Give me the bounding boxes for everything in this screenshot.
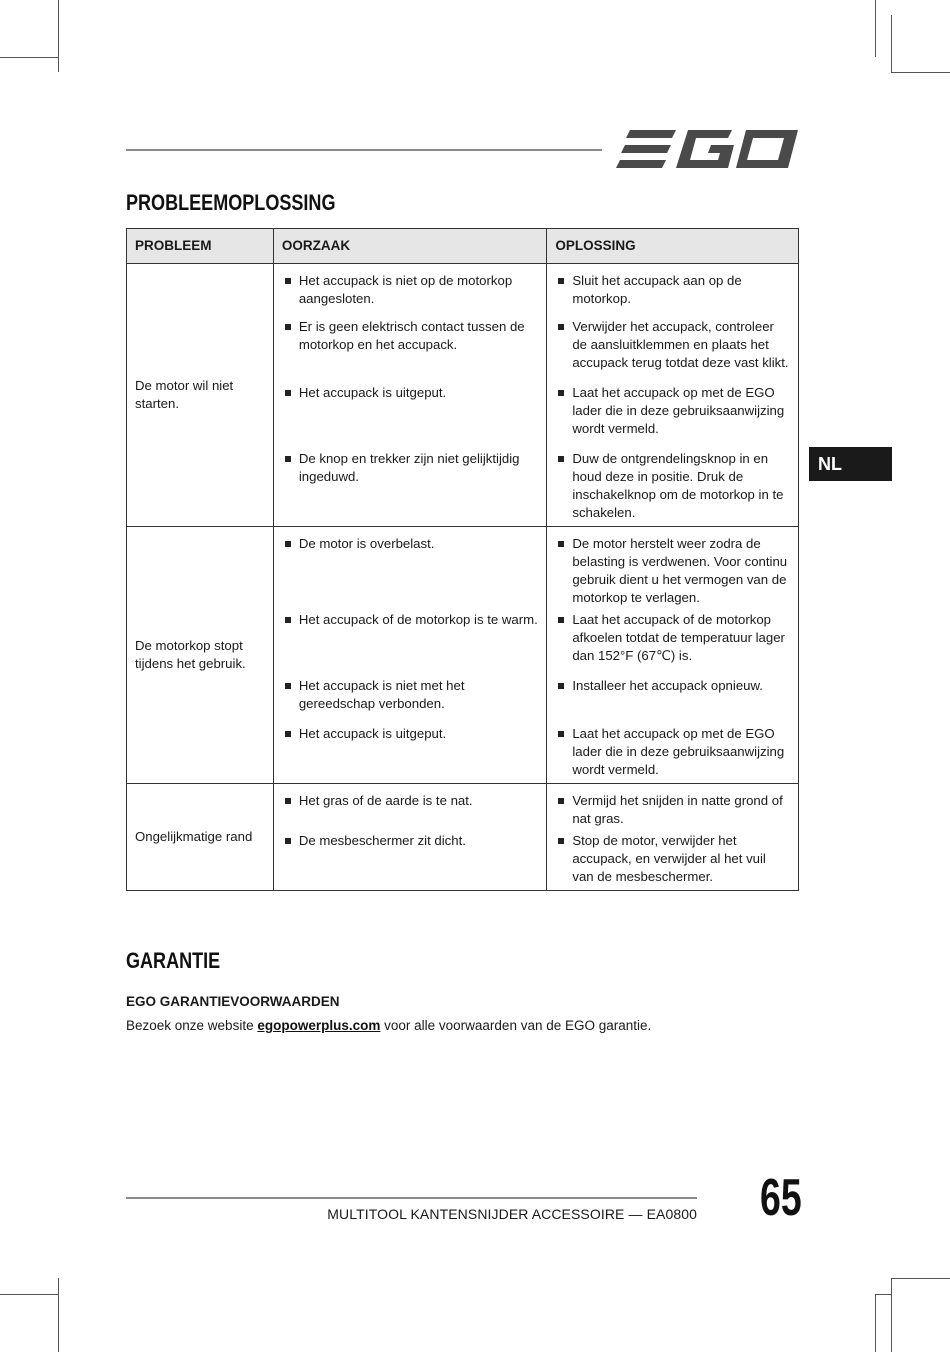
crop-mark xyxy=(0,57,58,58)
section-title-troubleshooting: PROBLEEMOPLOSSING xyxy=(126,190,336,215)
crop-mark xyxy=(58,1278,59,1352)
solution-text: Vermijd het snijden in natte grond of nat gras. xyxy=(555,792,790,828)
solution-text: Installeer het accupack opnieuw. xyxy=(555,677,790,695)
table-row xyxy=(127,264,799,319)
warranty-text-after: voor alle voorwaarden van de EGO garantie. xyxy=(380,1018,652,1033)
crop-mark xyxy=(875,1294,876,1352)
problem-cell: Ongelijkmatige rand xyxy=(127,784,274,891)
crop-mark xyxy=(891,72,950,73)
warranty-link[interactable]: egopowerplus.com xyxy=(257,1018,381,1033)
cause-text: Het accupack is niet op de motorkop aangesloten. xyxy=(282,272,539,308)
footer-rule xyxy=(126,1197,697,1199)
troubleshooting-table xyxy=(126,228,799,891)
crop-mark xyxy=(0,1294,58,1295)
table-row xyxy=(127,527,799,612)
cause-text: Het gras of de aarde is te nat. xyxy=(282,792,539,810)
crop-mark xyxy=(891,15,892,72)
header-cause: OORZAAK xyxy=(273,229,547,264)
cause-text: De mesbeschermer zit dicht. xyxy=(282,832,539,850)
warranty-subtitle: EGO GARANTIEVOORWAARDEN xyxy=(126,994,340,1009)
solution-text: Laat het accupack op met de EGO lader die in deze gebruiksaanwijzing wordt vermeld. xyxy=(555,725,790,779)
page-number: 65 xyxy=(760,1169,802,1227)
crop-mark xyxy=(891,1278,892,1352)
cause-text: Het accupack of de motorkop is te warm. xyxy=(282,611,539,629)
table-header-row xyxy=(127,229,799,264)
language-tab: NL xyxy=(809,447,892,481)
warranty-text xyxy=(126,1018,651,1033)
ego-logo xyxy=(616,126,800,172)
cause-text: Het accupack is uitgeput. xyxy=(282,384,539,402)
cause-text: Het accupack is uitgeput. xyxy=(282,725,539,743)
solution-text: Laat het accupack of de motorkop afkoelen totdat de temperatuur lager dan 152°F (67℃) is. xyxy=(555,611,790,665)
cause-text: De knop en trekker zijn niet gelijktijdig ingeduwd. xyxy=(282,450,539,486)
footer-title: MULTITOOL KANTENSNIJDER ACCESSOIRE — EA0800 xyxy=(327,1206,697,1222)
header-problem: PROBLEEM xyxy=(127,229,274,264)
solution-text: Laat het accupack op met de EGO lader die in deze gebruiksaanwijzing wordt vermeld. xyxy=(555,384,790,438)
warranty-text-before: Bezoek onze website xyxy=(126,1018,258,1033)
header-rule xyxy=(126,149,602,151)
solution-text: Verwijder het accupack, controleer de aansluitklemmen en plaats het accupack terug totdat deze vast klikt. xyxy=(555,318,790,372)
crop-mark xyxy=(875,0,876,57)
table-row xyxy=(127,784,799,833)
section-title-warranty: GARANTIE xyxy=(126,948,221,973)
crop-mark xyxy=(875,1294,891,1295)
problem-cell: De motor wil niet starten. xyxy=(127,264,274,527)
cause-text: Het accupack is niet met het gereedschap verbonden. xyxy=(282,677,539,713)
solution-text: Duw de ontgrendelingsknop in en houd deze in positie. Druk de inschakelknop om de motorkop in te schakelen. xyxy=(555,450,790,522)
solution-text: Sluit het accupack aan op de motorkop. xyxy=(555,272,790,308)
solution-text: Stop de motor, verwijder het accupack, en verwijder al het vuil van de mesbeschermer. xyxy=(555,832,790,886)
solution-text: De motor herstelt weer zodra de belasting is verdwenen. Voor continu gebruik dient u het vermogen van de motorkop te verlagen. xyxy=(555,535,790,607)
crop-mark xyxy=(891,1278,950,1279)
header-solution: OPLOSSING xyxy=(547,229,799,264)
problem-cell: De motorkop stopt tijdens het gebruik. xyxy=(127,527,274,784)
cause-text: Er is geen elektrisch contact tussen de motorkop en het accupack. xyxy=(282,318,539,354)
crop-mark xyxy=(58,0,59,72)
cause-text: De motor is overbelast. xyxy=(282,535,539,553)
